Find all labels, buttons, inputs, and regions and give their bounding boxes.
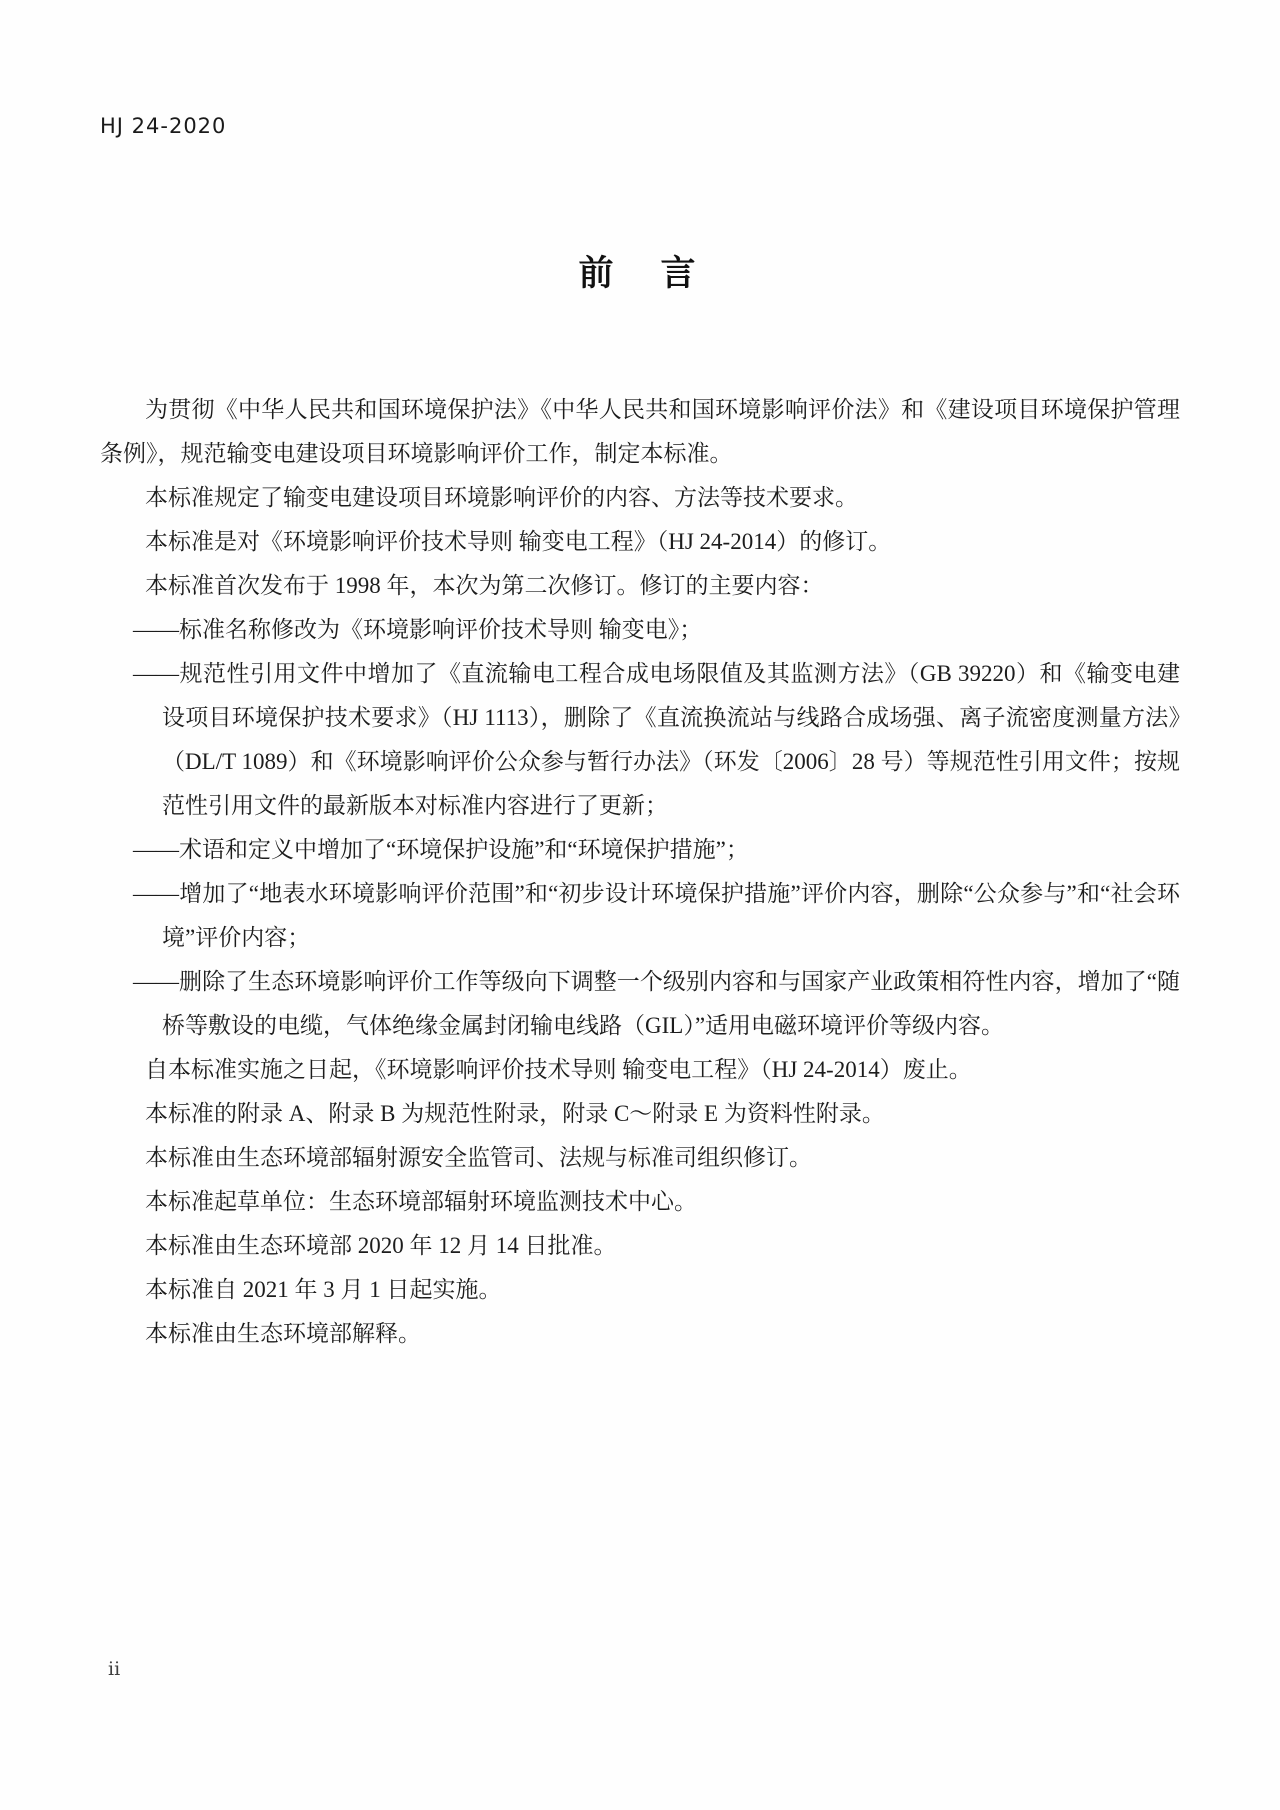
revision-item-5: ——删除了生态环境影响评价工作等级向下调整一个级别内容和与国家产业政策相符性内容，增加了“随桥等敷设的电缆，气体绝缘金属封闭输电线路（GIL）”适用电磁环境评价等级内容。	[133, 969, 1180, 1038]
approval-paragraph: 本标准由生态环境部 2020 年 12 月 14 日批准。	[145, 1233, 617, 1258]
drafter-paragraph: 本标准起草单位：生态环境部辐射环境监测技术中心。	[145, 1189, 697, 1214]
page-number: ii	[108, 1658, 121, 1680]
revision-item-2: ——规范性引用文件中增加了《直流输电工程合成电场限值及其监测方法》（GB 39220）和《输变电建设项目环境保护技术要求》（HJ 1113），删除了《直流换流站与线路合成场强、离子流密度测量方法》（DL/T 1089）和《环境影响评价公众参与暂行办法》（环发〔2006〕28 号）等规范性引用文件；按规范性引用文件的最新版本对标准内容进行了更新；	[133, 661, 1180, 818]
revision-item-1: ——标准名称修改为《环境影响评价技术导则 输变电》；	[133, 617, 703, 642]
scope-paragraph: 本标准规定了输变电建设项目环境影响评价的内容、方法等技术要求。	[145, 485, 858, 510]
foreword-body	[100, 388, 1180, 1356]
organizer-paragraph: 本标准由生态环境部辐射源安全监管司、法规与标准司组织修订。	[145, 1145, 812, 1170]
revision-item-3: ——术语和定义中增加了“环境保护设施”和“环境保护措施”；	[133, 837, 749, 862]
repeal-paragraph: 自本标准实施之日起，《环境影响评价技术导则 输变电工程》（HJ 24-2014）废止。	[145, 1057, 972, 1082]
implementation-paragraph: 本标准自 2021 年 3 月 1 日起实施。	[145, 1277, 502, 1302]
history-paragraph: 本标准首次发布于 1998 年，本次为第二次修订。修订的主要内容：	[145, 573, 824, 598]
revision-item-4: ——增加了“地表水环境影响评价范围”和“初步设计环境保护措施”评价内容，删除“公众参与”和“社会环境”评价内容；	[133, 881, 1180, 950]
standard-number-header: HJ 24-2020	[100, 114, 227, 138]
intro-paragraph: 为贯彻《中华人民共和国环境保护法》《中华人民共和国环境影响评价法》和《建设项目环境保护管理条例》，规范输变电建设项目环境影响评价工作，制定本标准。	[100, 397, 1180, 466]
page-title: 前 言	[578, 254, 702, 293]
appendix-paragraph: 本标准的附录 A、附录 B 为规范性附录，附录 C～附录 E 为资料性附录。	[145, 1101, 885, 1126]
interpretation-paragraph: 本标准由生态环境部解释。	[145, 1321, 421, 1346]
revision-note-paragraph: 本标准是对《环境影响评价技术导则 输变电工程》（HJ 24-2014）的修订。	[145, 529, 892, 554]
